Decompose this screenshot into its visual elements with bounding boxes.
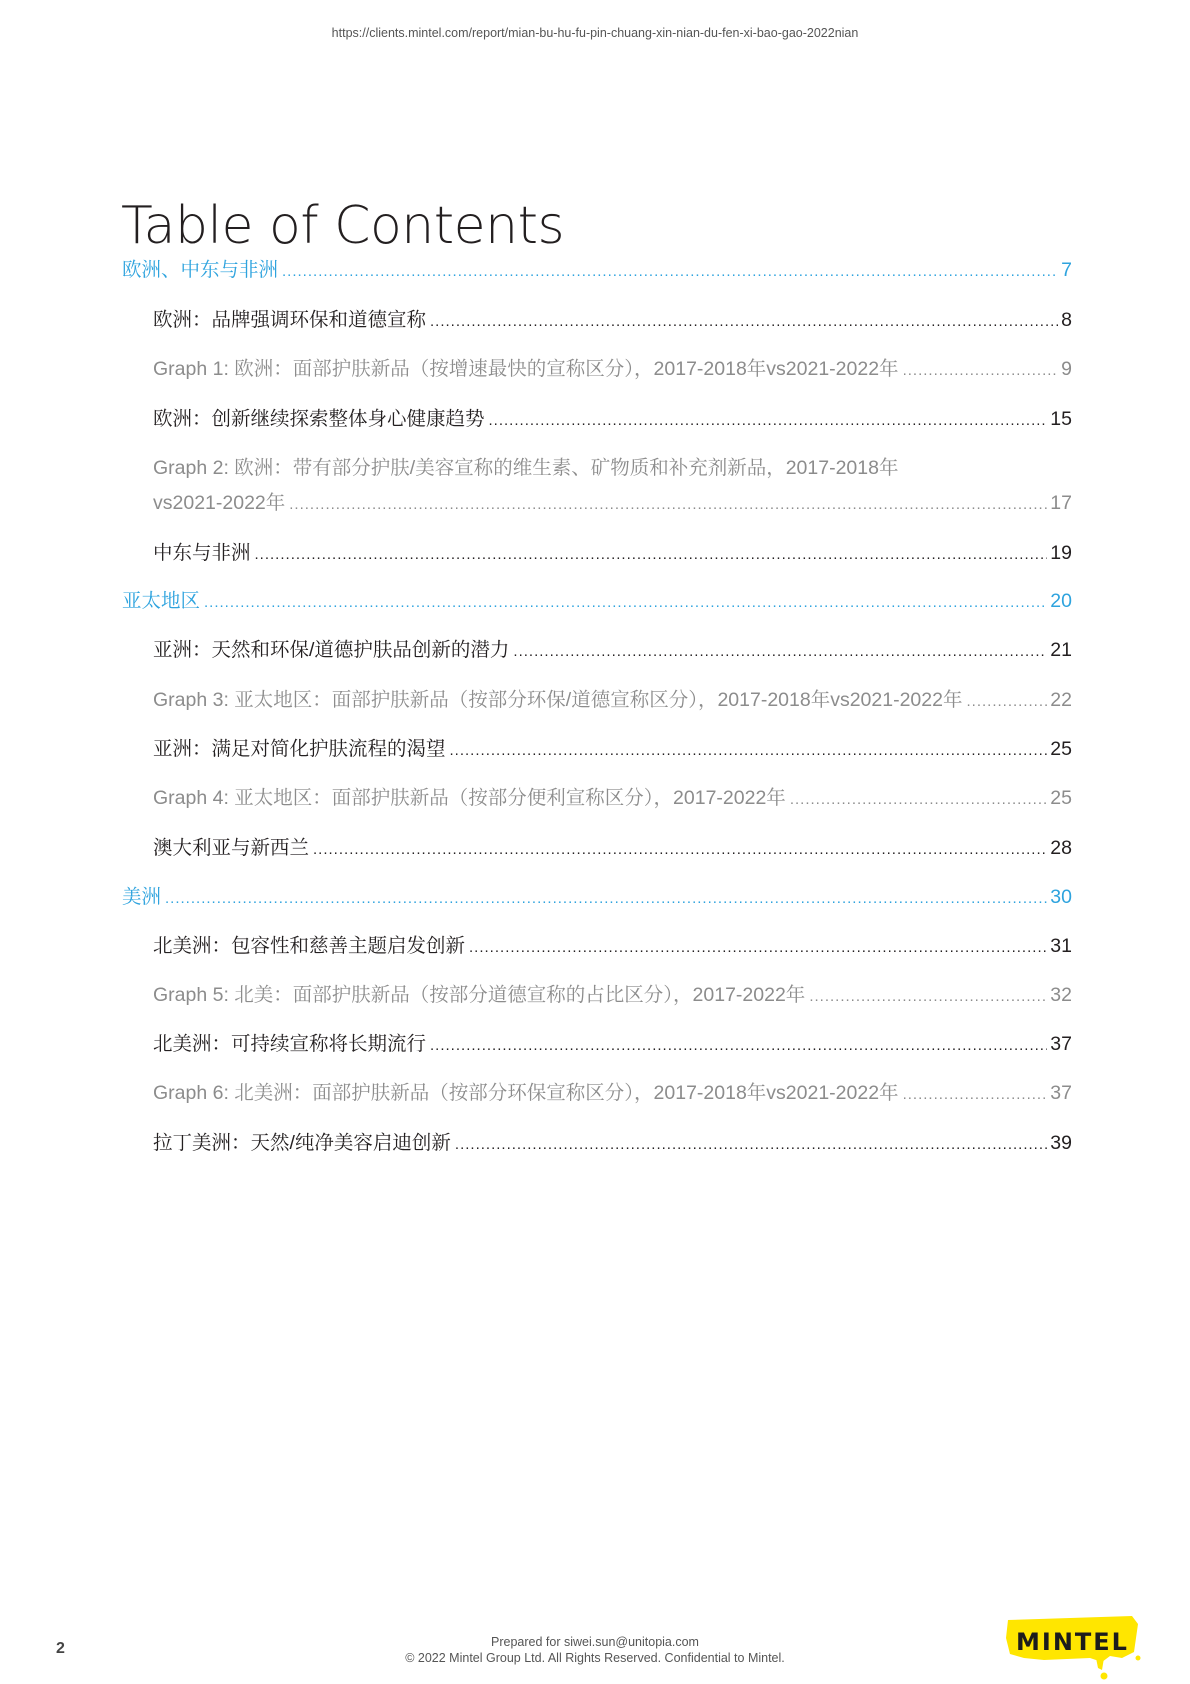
toc-entry-graph-4[interactable]: [0, 785, 1190, 811]
toc-leader-dots: [450, 738, 1048, 764]
toc-page-number: 22: [1050, 689, 1072, 711]
toc-page-number: 39: [1050, 1132, 1072, 1154]
page-title: Table of Contents: [121, 196, 565, 256]
toc-leader-dots: [165, 886, 1047, 912]
prepared-for-text: Prepared for siwei.sun@unitopia.com: [491, 1635, 699, 1649]
toc-leader-dots: [513, 639, 1047, 665]
toc-leader-dots: [430, 1033, 1047, 1059]
toc-page-number: 15: [1050, 408, 1072, 430]
toc-page-number: 37: [1050, 1033, 1072, 1055]
toc-page-number: 37: [1050, 1082, 1072, 1104]
toc-entry-label: 中东与非洲: [153, 542, 251, 564]
toc-entry-label: 拉丁美洲：天然/纯净美容启迪创新: [153, 1132, 451, 1154]
toc-page-number: 7: [1061, 259, 1072, 281]
toc-leader-dots: [282, 259, 1058, 285]
toc-leader-dots: [313, 837, 1047, 863]
toc-entry-europe-wellness[interactable]: [0, 406, 1190, 432]
toc-entry-label: Graph 5: 北美：面部护肤新品（按部分道德宣称的占比区分），2017-2022年: [153, 984, 806, 1006]
logo-wordmark: MINTEL: [1016, 1628, 1129, 1656]
toc-entry-graph-2-line1[interactable]: Graph 2: 欧洲：带有部分护肤/美容宣称的维生素、矿物质和补充剂新品，2017-2018年: [153, 457, 899, 479]
toc-page-number: 30: [1050, 886, 1072, 908]
toc-entry-label: Graph 1: 欧洲：面部护肤新品（按增速最快的宣称区分），2017-2018年vs2021-2022年: [153, 358, 899, 380]
copyright-text: © 2022 Mintel Group Ltd. All Rights Reserved. Confidential to Mintel.: [405, 1651, 785, 1665]
toc-leader-dots: [966, 689, 1047, 715]
toc-entry-graph-1[interactable]: [0, 356, 1190, 382]
toc-entry-label: Graph 6: 北美洲：面部护肤新品（按部分环保宣称区分），2017-2018年vs2021-2022年: [153, 1082, 899, 1104]
toc-entry-graph-3[interactable]: [0, 687, 1190, 713]
page-number: 2: [56, 1640, 65, 1657]
toc-entry-label: 澳大利亚与新西兰: [153, 837, 310, 859]
toc-leader-dots: [903, 1082, 1048, 1108]
toc-leader-dots: [430, 309, 1058, 335]
toc-leader-dots: [255, 542, 1048, 568]
toc-leader-dots: [790, 787, 1047, 813]
toc-entry-label: 亚太地区: [122, 590, 201, 612]
toc-entry-label: 欧洲、中东与非洲: [122, 259, 279, 281]
toc-entry-asia-simplified[interactable]: [0, 736, 1190, 762]
toc-page-number: 19: [1050, 542, 1072, 564]
toc-entry-graph-2[interactable]: [0, 490, 1190, 516]
mintel-logo: [1004, 1612, 1144, 1682]
toc-entry-label: 亚洲：满足对简化护肤流程的渴望: [153, 738, 446, 760]
toc-entry-na-inclusivity[interactable]: [0, 933, 1190, 959]
toc-page-number: 28: [1050, 837, 1072, 859]
toc-page-number: 31: [1050, 935, 1072, 957]
toc-entry-label: 美洲: [122, 886, 162, 908]
toc-entry-anz[interactable]: [0, 835, 1190, 861]
toc-page-number: 8: [1061, 309, 1072, 331]
toc-leader-dots: [204, 590, 1047, 616]
toc-page-number: 17: [1050, 492, 1072, 514]
toc-leader-dots: [903, 358, 1059, 384]
toc-leader-dots: [289, 492, 1047, 518]
toc-entry-label: 北美洲：包容性和慈善主题启发创新: [153, 935, 466, 957]
toc-entry-label: 北美洲：可持续宣称将长期流行: [153, 1033, 427, 1055]
toc-entry-label: 亚洲：天然和环保/道德护肤品创新的潜力: [153, 639, 510, 661]
toc-entry-label: 欧洲：品牌强调环保和道德宣称: [153, 309, 427, 331]
toc-entry-graph-6[interactable]: [0, 1080, 1190, 1106]
toc-entry-americas[interactable]: [0, 884, 1190, 910]
toc-page-number: 20: [1050, 590, 1072, 612]
toc-leader-dots: [469, 935, 1047, 961]
toc-entry-emea[interactable]: [0, 257, 1190, 283]
toc-leader-dots: [455, 1132, 1047, 1158]
report-url: https://clients.mintel.com/report/mian-bu-hu-fu-pin-chuang-xin-nian-du-fen-xi-bao-gao-2022nian: [331, 26, 859, 40]
toc-entry-label: Graph 3: 亚太地区：面部护肤新品（按部分环保/道德宣称区分），2017-2018年vs2021-2022年: [153, 689, 963, 711]
toc-page-number: 25: [1050, 738, 1072, 760]
toc-leader-dots: [489, 408, 1048, 434]
toc-entry-asia-natural[interactable]: [0, 637, 1190, 663]
toc-entry-apac[interactable]: [0, 588, 1190, 614]
toc-entry-na-sustainability[interactable]: [0, 1031, 1190, 1057]
toc-entry-label: vs2021-2022年: [153, 492, 286, 514]
toc-entry-latam-clean[interactable]: [0, 1130, 1190, 1156]
toc-page-number: 32: [1050, 984, 1072, 1006]
toc-entry-mea[interactable]: [0, 540, 1190, 566]
toc-entry-label: Graph 4: 亚太地区：面部护肤新品（按部分便利宣称区分），2017-2022年: [153, 787, 786, 809]
toc-page-number: 9: [1061, 358, 1072, 380]
toc-entry-label: 欧洲：创新继续探索整体身心健康趋势: [153, 408, 485, 430]
toc-entry-graph-5[interactable]: [0, 982, 1190, 1008]
toc-entry-europe-eco-ethics[interactable]: [0, 307, 1190, 333]
toc-page-number: 21: [1050, 639, 1072, 661]
toc-page-number: 25: [1050, 787, 1072, 809]
toc-leader-dots: [809, 984, 1047, 1010]
